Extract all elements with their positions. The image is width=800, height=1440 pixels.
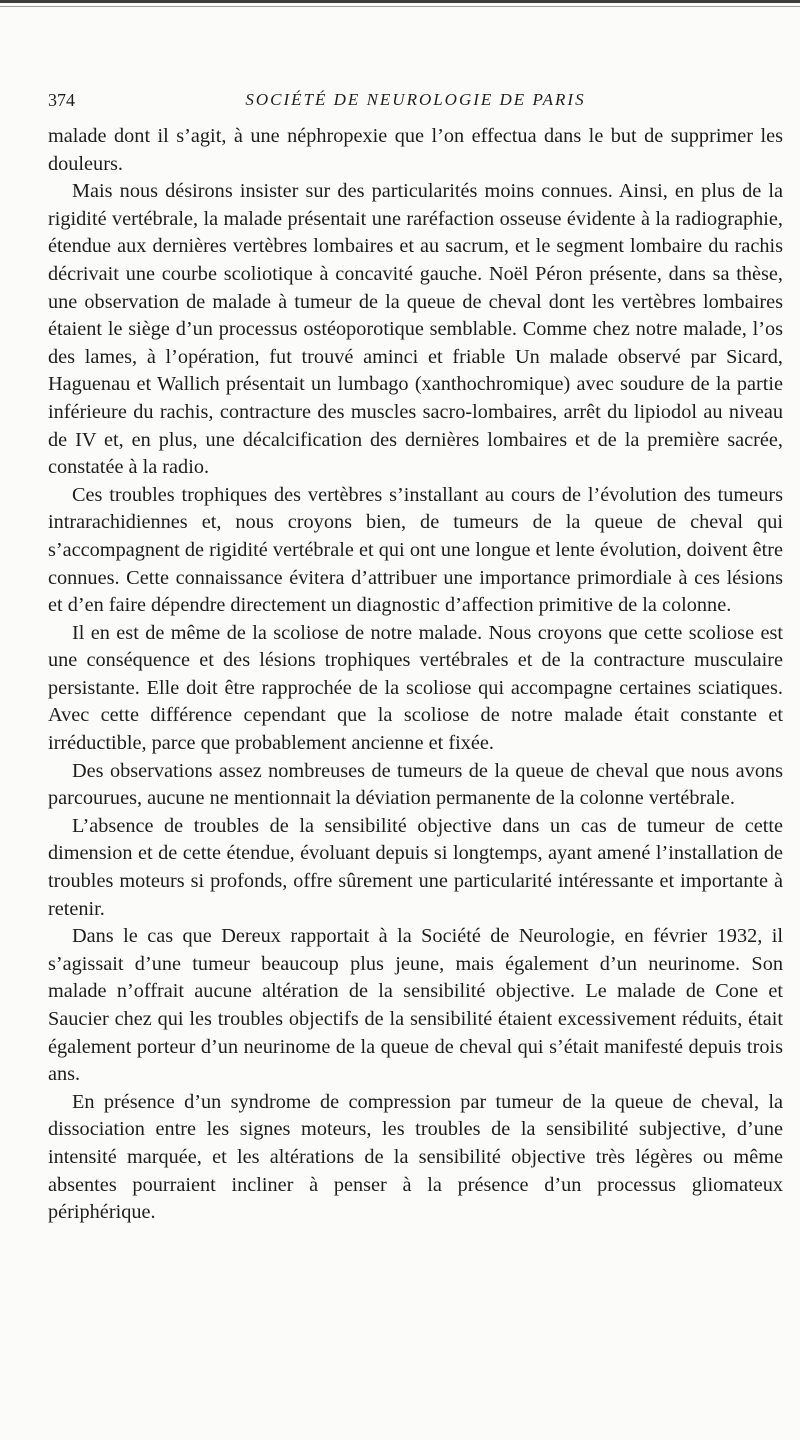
paragraph-2: Mais nous désirons insister sur des particularités moins connues. Ainsi, en plus de la rigidité vertébrale, la malade présentait une raréfaction osseuse évidente à la radiographie, étendue aux dernières vertèbres lombaires et au sacrum, et le segment lombaire du rachis décrivait une courbe scoliotique à concavité gauche. Noël Péron présente, dans sa thèse, une observation de malade à tumeur de la queue de cheval dont les vertèbres lombaires étaient le siège d’un processus ostéoporotique semblable. Comme chez notre malade, l’os des lames, à l’opération, fut trouvé aminci et friable Un malade observé par Sicard, Haguenau et Wallich présentait un lumbago (xanthochromique) avec soudure de la partie inférieure du rachis, contracture des muscles sacro-lombaires, arrêt du lipiodol au niveau de IV et, en plus, une décalcification des dernières lombaires et de la première sacrée, constatée à la radio.: [48, 180, 783, 479]
running-title: SOCIÉTÉ DE NEUROLOGIE DE PARIS: [245, 90, 586, 109]
paragraph-8: En présence d’un syndrome de compression par tumeur de la queue de cheval, la dissociation entre les signes moteurs, les troubles de la sensibilité subjective, d’une intensité marquée, et les altérations de la sensibilité objective très légères ou même absentes pourraient incliner à penser à la présence d’un processus gliomateux périphérique.: [48, 1090, 783, 1224]
page-number: 374: [48, 90, 75, 110]
paragraph-4: Il en est de même de la scoliose de notre malade. Nous croyons que cette scoliose est une conséquence et des lésions trophiques vertébrales et de la contracture musculaire persistante. Elle doit être rapprochée de la scoliose qui accompagne certaines sciatiques. Avec cette différence cependant que la scoliose de notre malade était constante et irréductible, parce que probablement ancienne et fixée.: [48, 621, 783, 755]
page-header: [48, 90, 783, 116]
paragraph-5: Des observations assez nombreuses de tumeurs de la queue de cheval que nous avons parcourues, aucune ne mentionnait la déviation permanente de la colonne vertébrale.: [48, 759, 783, 810]
paragraph-6: L’absence de troubles de la sensibilité objective dans un cas de tumeur de cette dimension et de cette étendue, évoluant depuis si longtemps, ayant amené l’installation de troubles moteurs si profonds, offre sûrement une particularité intéressante et importante à retenir.: [48, 814, 783, 920]
top-border-rule-thin: [0, 6, 800, 7]
paragraph-1: malade dont il s’agit, à une néphropexie que l’on effectua dans le but de supprimer les douleurs.: [48, 125, 783, 175]
article-body: [48, 123, 783, 1227]
paragraph-3: Ces troubles trophiques des vertèbres s’installant au cours de l’évolution des tumeurs intrarachidiennes et, nous croyons bien, de tumeurs de la queue de cheval qui s’accompagnent de rigidité vertébrale et qui ont une longue et lente évolution, doivent être connues. Cette connaissance évitera d’attribuer une importance primordiale à ces lésions et d’en faire dépendre directement un diagnostic d’affection primitive de la colonne.: [48, 483, 783, 617]
top-border-rule: [0, 0, 800, 3]
paragraph-7: Dans le cas que Dereux rapportait à la Société de Neurologie, en février 1932, il s’agissait d’une tumeur beaucoup plus jeune, mais également d’un neurinome. Son malade n’offrait aucune altération de la sensibilité objective. Le malade de Cone et Saucier chez qui les troubles objectifs de la sensibilité étaient excessivement réduits, était également porteur d’un neurinome de la queue de cheval qui s’était manifesté depuis trois ans.: [48, 925, 783, 1086]
